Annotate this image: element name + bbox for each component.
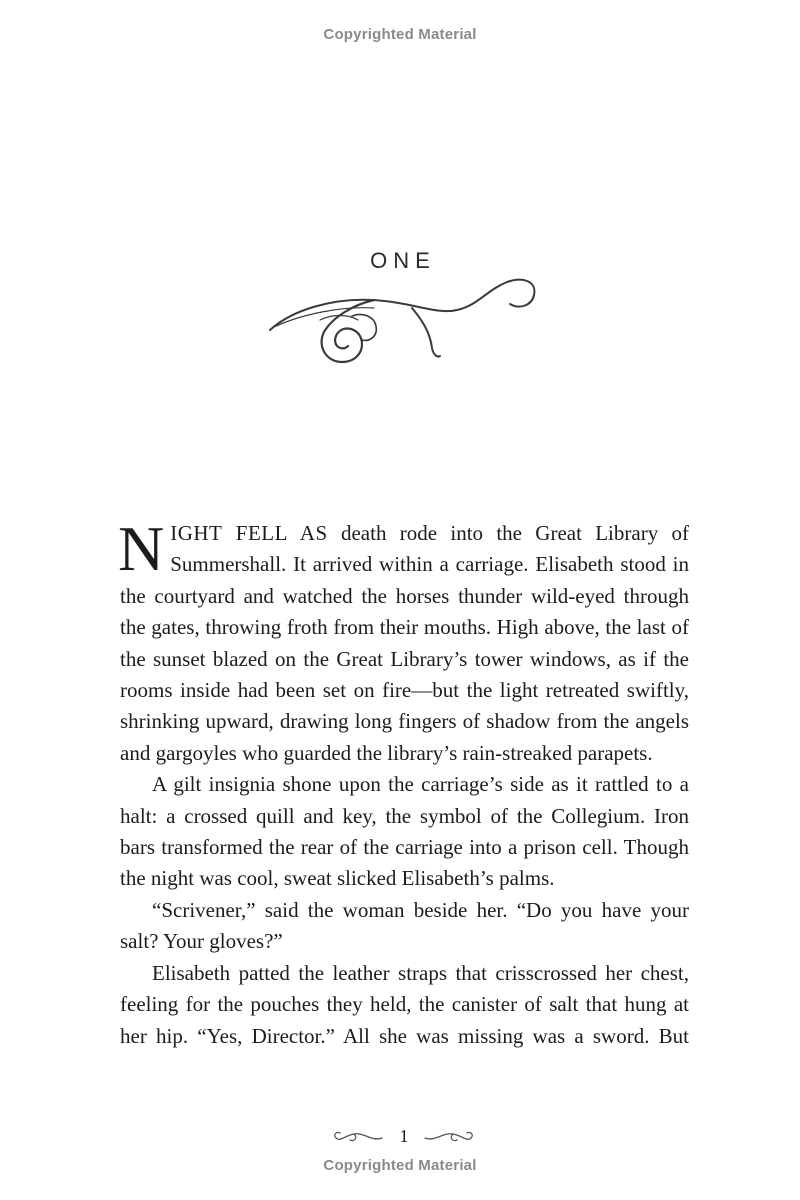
folio-ornament-right-icon (423, 1128, 475, 1146)
page-number: 1 (399, 1126, 409, 1146)
copyright-watermark-bottom: Copyrighted Material (323, 1157, 477, 1174)
paragraph-3: “Scrivener,” said the woman beside her. “Do you have your salt? Your gloves?” (120, 897, 689, 954)
chapter-title: ONE (370, 248, 436, 273)
body-text (118, 513, 689, 1052)
folio-ornament-left-icon (332, 1128, 384, 1146)
copyright-watermark-top: Copyrighted Material (323, 26, 477, 43)
flourish-ornament-icon (262, 270, 544, 370)
drop-cap: N (118, 513, 165, 584)
paragraph-1 (118, 513, 689, 769)
small-caps-lead: IGHT FELL AS (170, 521, 328, 545)
paragraph-4: Elisabeth patted the leather straps that crisscrossed her chest, feeling for the pouches they held, the canister of salt that hung at her hip. “Yes, Director.” All she was missing was a sword. But (120, 960, 689, 1048)
page-folio (0, 1126, 800, 1150)
paragraph-2: A gilt insignia shone upon the carriage’s side as it rattled to a halt: a crossed quill and key, the symbol of the Collegium. Iron bars transformed the rear of the carriage into a prison cell. Though the night was cool, sweat slicked Elisabeth’s palms. (120, 772, 689, 891)
paragraph-1-text: death rode into the Great Library of Summershall. It arrived within a carriage. Elisabeth stood in the courtyard and watched the horses thunder wild-eyed through the gates, throwing froth from their mouths. High above, the last of the sunset blazed on the Great Library’s tower windows, as if the rooms inside had been set on fire—but the light retreated swiftly, shrinking upward, drawing long fingers of shadow from the angels and gargoyles who guarded the library’s rain-streaked parapets. (120, 521, 689, 765)
